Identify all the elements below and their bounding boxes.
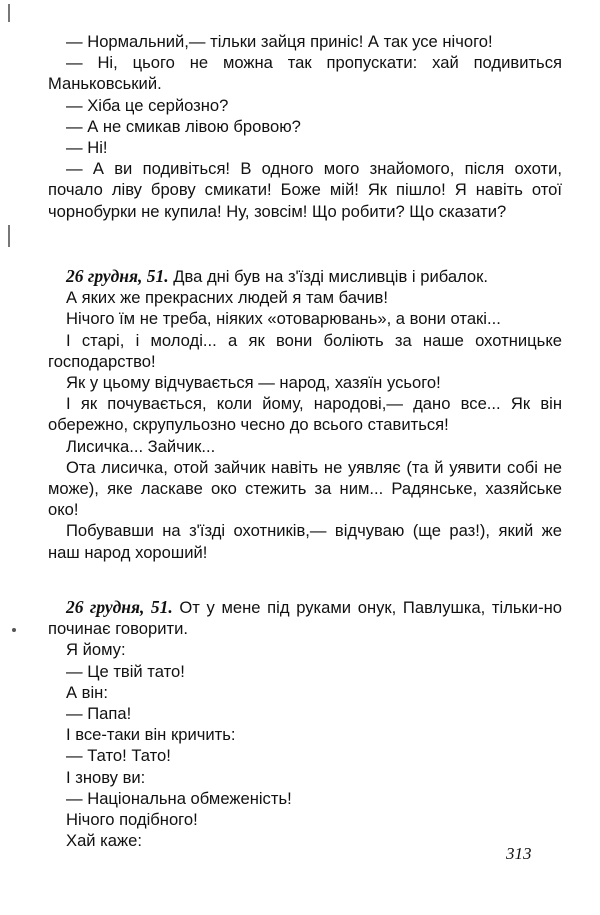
entry-text: Два дні був на з'їзді мисливців і рибалок. — [173, 267, 489, 286]
dialogue-line: — Ні, цього не можна так пропускати: хай подивиться Маньковський. — [48, 53, 562, 94]
dialogue-line: А він: — [66, 682, 108, 702]
dialogue-line: — Хіба це серйозно? — [66, 95, 229, 115]
paragraph: Побувавши на з'їзді охотників,— відчуваю (ще раз!), який же наш народ хороший! — [48, 521, 562, 562]
dialogue-line: І все-таки він кричить: — [66, 725, 236, 745]
dialogue-line: — Нормальний,— тільки зайця приніс! А так усе нічого! — [66, 32, 493, 51]
dialogue-line: Я йому: — [66, 640, 126, 660]
dialogue-line: — А не смикав лівою бровою? — [66, 116, 301, 136]
entry-first-paragraph — [48, 597, 562, 639]
entry-text: От у мене під руками онук, Павлушка, тільки-но починає говорити. — [48, 598, 562, 639]
dialogue-line: І знову ви: — [66, 767, 146, 787]
page-number: 313 — [506, 844, 532, 863]
paragraph: Ота лисичка, отой зайчик навіть не уявляє (та й уявити собі не може), яке ласкаве око стежить за ним... Радянське, хазяйське око! — [48, 457, 562, 520]
dialogue-line: — Це твій тато! — [66, 661, 185, 681]
dialogue-line: — Національна обмеженість! — [66, 788, 292, 808]
entry-date: 26 грудня, 51. — [66, 597, 173, 617]
entry-first-paragraph — [48, 266, 562, 287]
dialogue-line: — Тато! Тато! — [66, 746, 171, 766]
paragraph: Лисичка... Зайчик... — [66, 436, 216, 456]
margin-mark — [8, 225, 10, 247]
paragraph: А яких же прекрасних людей я там бачив! — [66, 288, 388, 308]
dialogue-line: — А ви подивіться! В одного мого знайомого, після охоти, почало ліву брову смикати! Боже мій! Як пішло! Я навіть отої чорнобурки не купила! Ну, зовсім! Що робити? Що сказати? — [48, 159, 562, 221]
dialogue-line: — Ні! — [66, 138, 108, 158]
paragraph: Нічого їм не треба, ніяких «отоварювань», а вони отакі... — [66, 309, 501, 329]
entry-1 — [48, 31, 562, 222]
entry-2 — [48, 266, 562, 563]
entry-date: 26 грудня, 51. — [66, 266, 169, 286]
entry-3 — [48, 597, 562, 851]
margin-mark — [8, 4, 10, 22]
dialogue-line: Нічого подібного! — [66, 810, 198, 830]
dialogue-line: Хай каже: — [66, 831, 142, 851]
paragraph: І як почувається, коли йому, народові,— дано все... Як він обережно, скрупульозно чесно до всього ставиться! — [48, 394, 562, 435]
paragraph: І старі, і молоді... а як вони боліють за наше охотницьке господарство! — [48, 330, 562, 371]
paragraph: Як у цьому відчувається — народ, хазяїн усього! — [66, 373, 441, 393]
dialogue-line: — Папа! — [66, 704, 132, 724]
margin-dot — [12, 628, 16, 632]
